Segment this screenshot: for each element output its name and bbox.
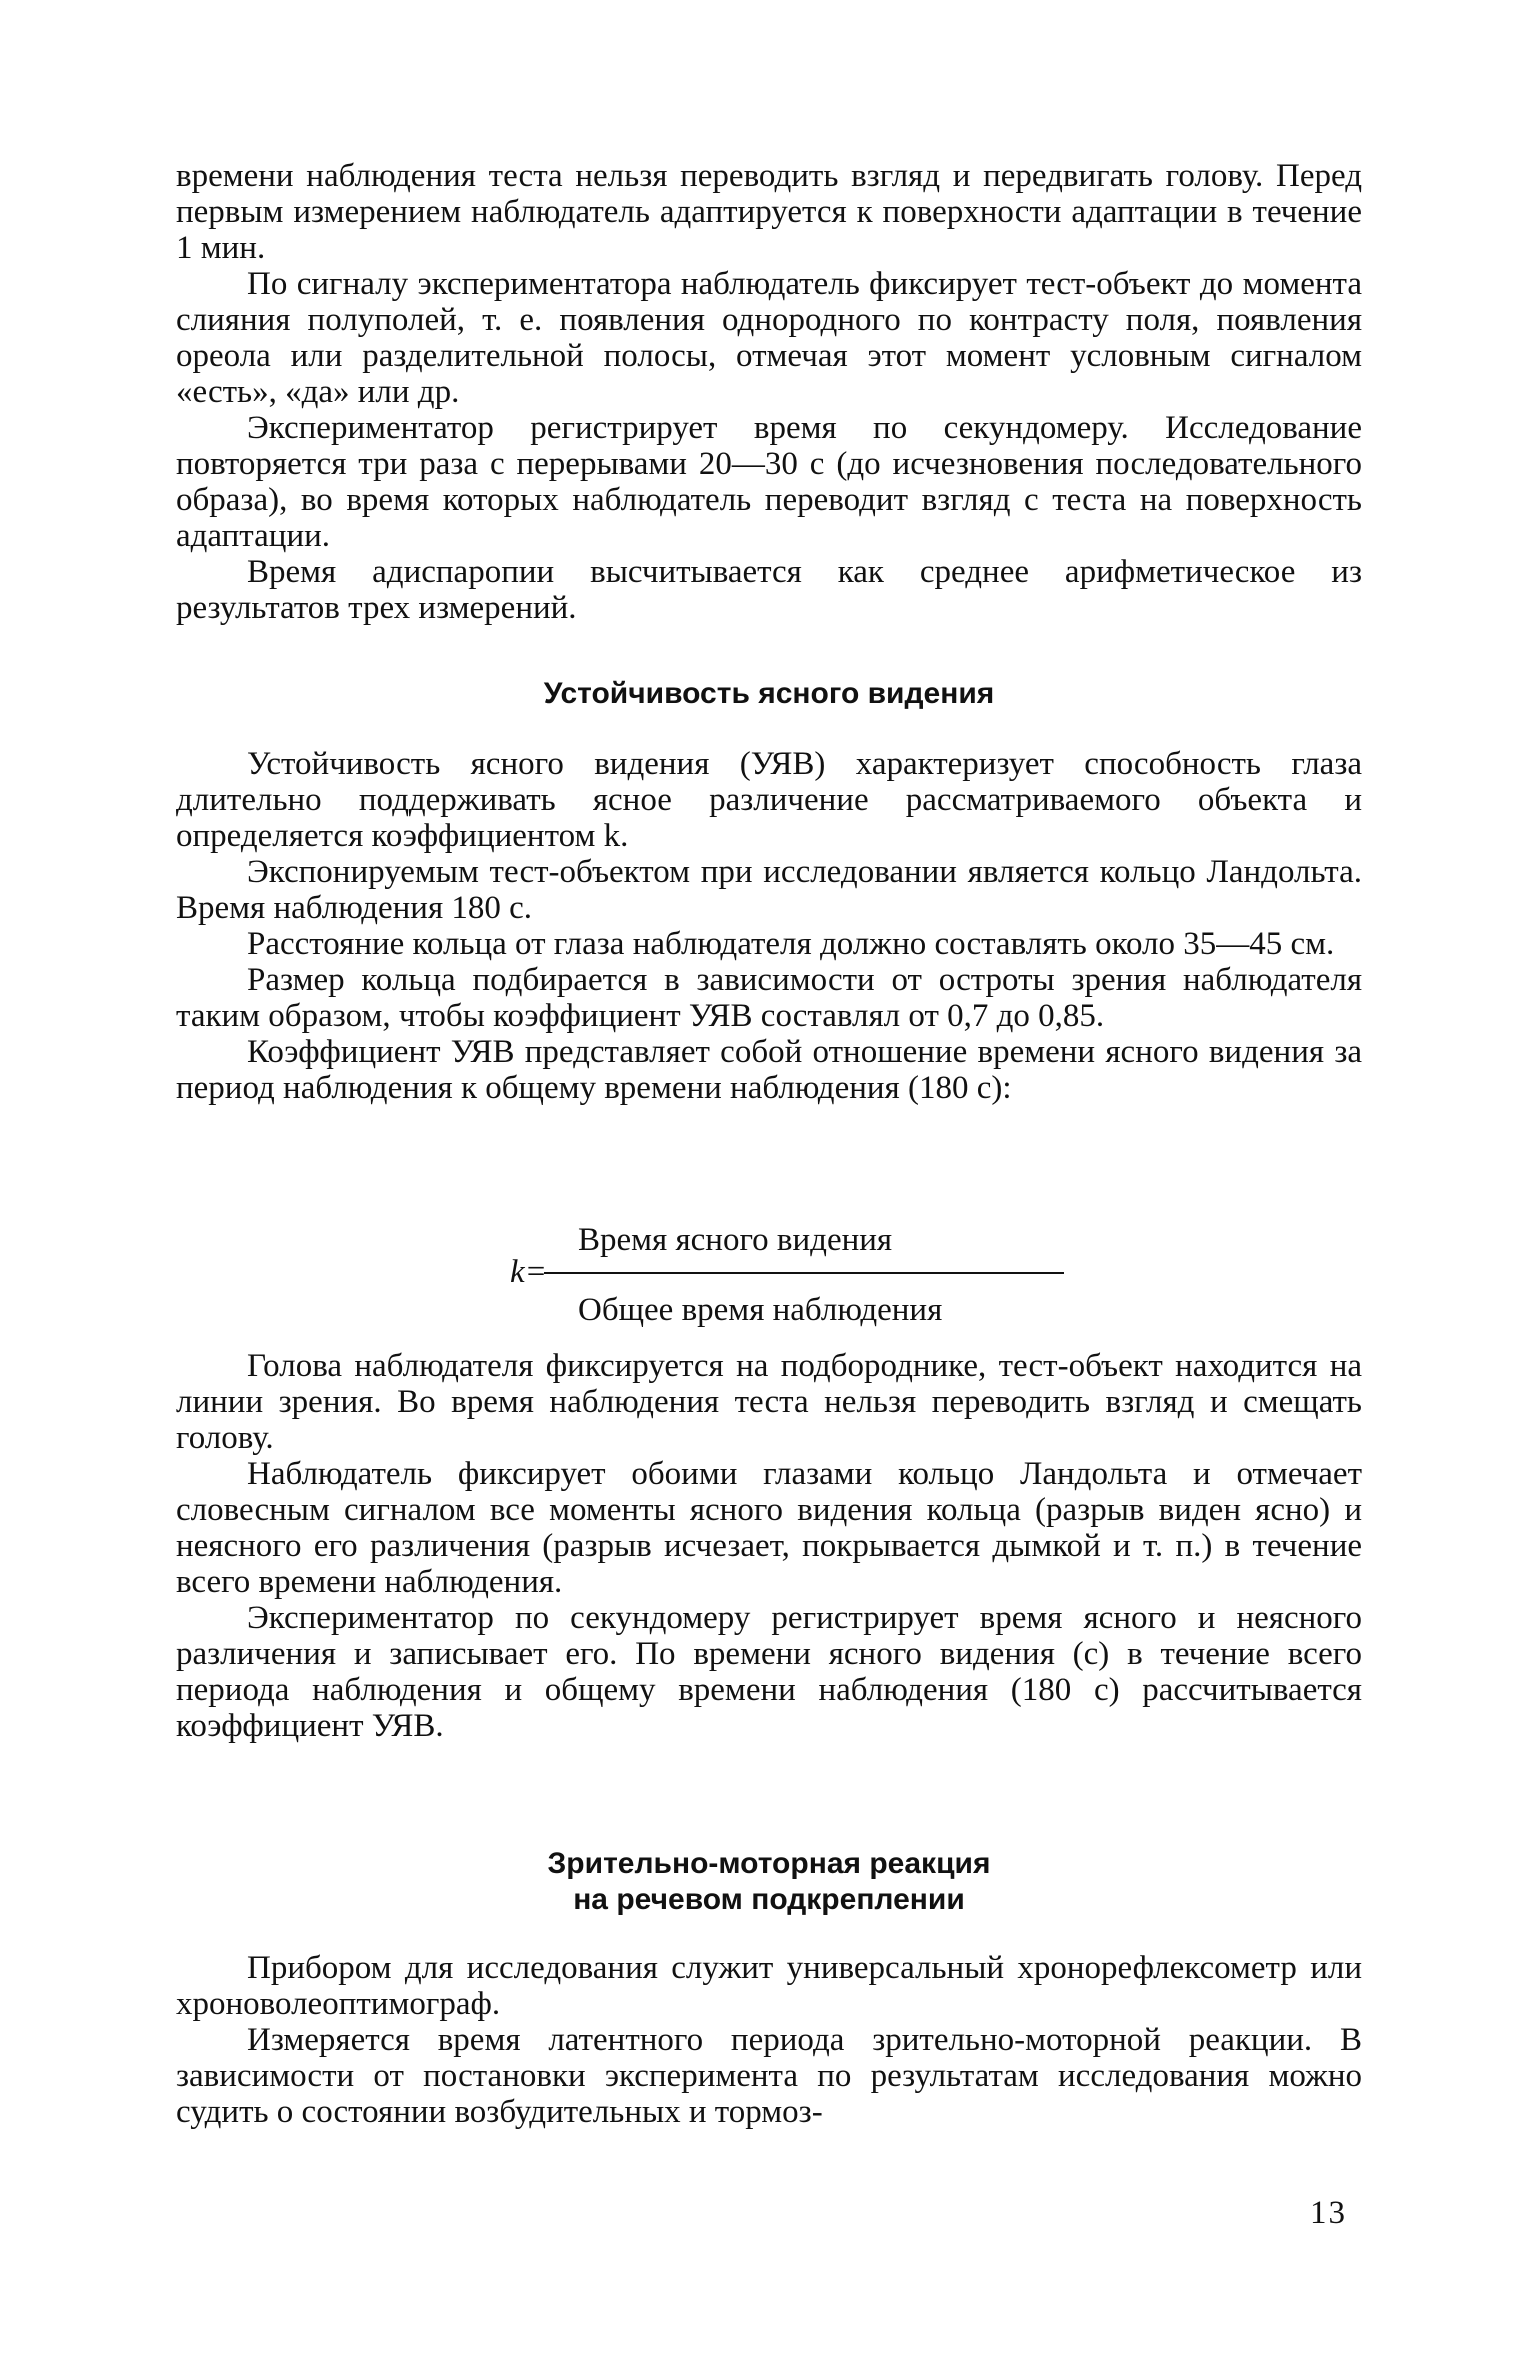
text-block-reaction [176, 1950, 1362, 2130]
section-heading-line: на речевом подкреплении [573, 1883, 965, 1916]
text-block-adisparopia [176, 158, 1362, 626]
text-block-procedure [176, 1348, 1362, 1744]
formula-variable: k= [510, 1254, 547, 1290]
paragraph: Экспонируемым тест-объектом при исследовании является кольцо Ландольта. Время наблюдения 180 с. [176, 854, 1362, 926]
paragraph: Размер кольца подбирается в зависимости от остроты зрения наблюдателя таким образом, чтобы коэффициент УЯВ составлял от 0,7 до 0,85. [176, 962, 1362, 1034]
paragraph: Коэффициент УЯВ представляет собой отношение времени ясного видения за период наблюдения к общему времени наблюдения (180 с): [176, 1034, 1362, 1106]
paragraph: Экспериментатор регистрирует время по секундомеру. Исследование повторяется три раза с перерывами 20—30 с (до исчезновения последовательного образа), во время которых наблюдатель переводит взгляд с теста на поверхность адаптации. [176, 410, 1362, 554]
paragraph: Наблюдатель фиксирует обоими глазами кольцо Ландольта и отмечает словесным сигналом все моменты ясного видения кольца (разрыв виден ясно) и неясного его различения (разрыв исчезает, покрывается дымкой и т. п.) в течение всего времени наблюдения. [176, 1456, 1362, 1600]
text-block-clear-vision [176, 746, 1362, 1106]
paragraph: По сигналу экспериментатора наблюдатель фиксирует тест-объект до момента слияния полуполей, т. е. появления однородного по контрасту поля, появления ореола или разделительной полосы, отмечая этот момент условным сигналом «есть», «да» или др. [176, 266, 1362, 410]
formula-numerator: Время ясного видения [578, 1222, 893, 1258]
section-heading [176, 1846, 1362, 1918]
fraction-bar [544, 1272, 1064, 1274]
section-heading: Устойчивость ясного видения [543, 677, 995, 710]
paragraph: Экспериментатор по секундомеру регистрирует время ясного и неясного различения и записывает его. По времени ясного видения (с) в течение всего периода наблюдения и общему времени наблюдения (180 с) рассчитывается коэффициент УЯВ. [176, 1600, 1362, 1744]
paragraph: Время адиспаропии высчитывается как среднее арифметическое из результатов трех измерений. [176, 554, 1362, 626]
paragraph: Расстояние кольца от глаза наблюдателя должно составлять около 35—45 см. [247, 926, 1335, 962]
page-number: 13 [1310, 2195, 1347, 2231]
formula [510, 1222, 1070, 1334]
formula-denominator: Общее время наблюдения [578, 1292, 943, 1328]
paragraph: Прибором для исследования служит универсальный хронорефлексометр или хроноволеоптимограф. [176, 1950, 1362, 2022]
section-heading-line: Зрительно-моторная реакция [547, 1847, 991, 1880]
paragraph: Измеряется время латентного периода зрительно-моторной реакции. В зависимости от постановки эксперимента по результатам исследования можно судить о состоянии возбудительных и тормоз- [176, 2022, 1362, 2130]
paragraph: Устойчивость ясного видения (УЯВ) характеризует способность глаза длительно поддерживать ясное различение рассматриваемого объекта и определяется коэффициентом k. [176, 746, 1362, 854]
paragraph: времени наблюдения теста нельзя переводить взгляд и передвигать голову. Перед первым измерением наблюдатель адаптируется к поверхности адаптации в течение 1 мин. [176, 158, 1362, 266]
paragraph: Голова наблюдателя фиксируется на подбороднике, тест-объект находится на линии зрения. Во время наблюдения теста нельзя переводить взгляд и смещать голову. [176, 1348, 1362, 1456]
